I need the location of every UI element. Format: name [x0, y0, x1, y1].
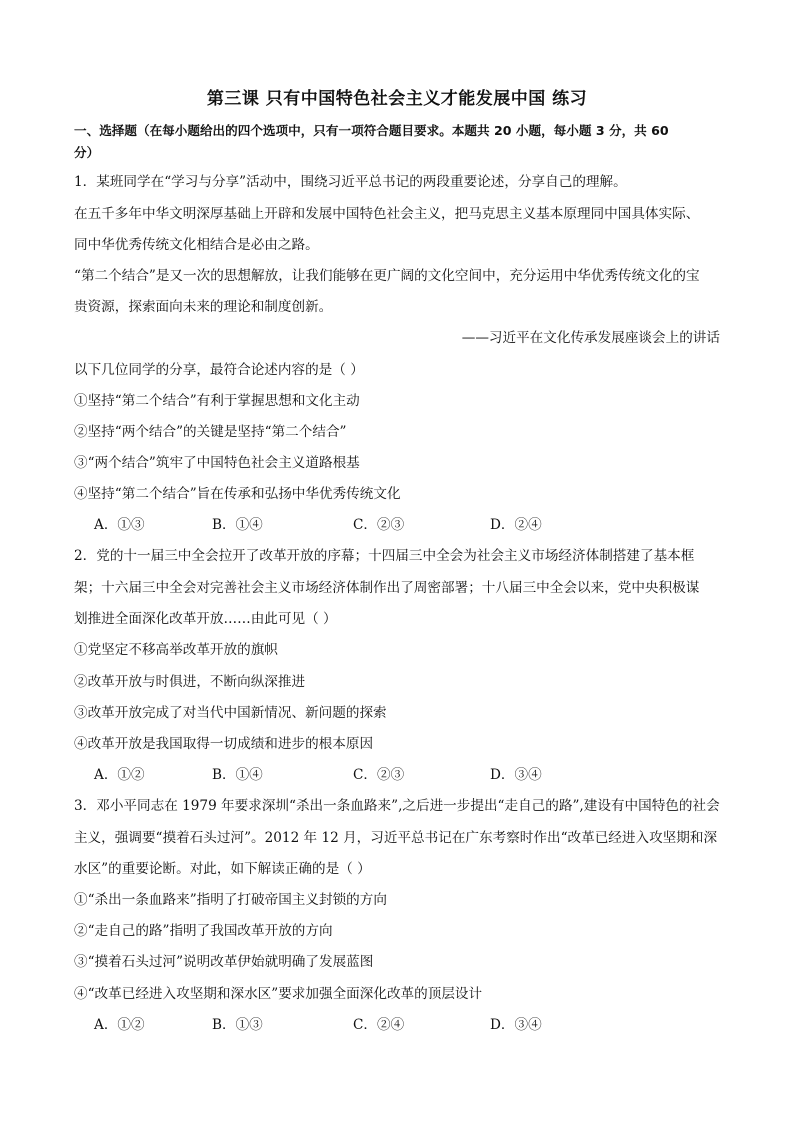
q3-item-1: ①“杀出一条血路来”指明了打破帝国主义封锁的方向	[74, 892, 387, 908]
q1-item-1: ①坚持“第二个结合”有利于掌握思想和文化主动	[74, 393, 360, 409]
q2-stem-line2: 架；十六届三中全会对完善社会主义市场经济体制作出了周密部署；十八届三中全会以来，党中央积极谋	[74, 580, 700, 596]
q1-option-a[interactable]: A．①③	[94, 517, 145, 533]
section-instruction: 一、选择题（在每小题给出的四个选项中，只有一项符合题目要求。本题共 20 小题，每小题 3 分，共 60	[74, 123, 669, 138]
q1-option-d[interactable]: D．②④	[490, 517, 542, 533]
q1-option-b[interactable]: B．①④	[212, 517, 263, 533]
q1-item-2: ②坚持“两个结合”的关键是坚持“第二个结合”	[74, 424, 347, 440]
q3-item-2: ②“走自己的路”指明了我国改革开放的方向	[74, 923, 333, 939]
q2-item-3: ③改革开放完成了对当代中国新情况、新问题的探索	[74, 705, 387, 721]
q1-stem: 1．某班同学在“学习与分享”活动中，围绕习近平总书记的两段重要论述，分享自己的理解。	[74, 174, 627, 190]
q3-option-b[interactable]: B．①③	[212, 1017, 263, 1033]
q1-source: ——习近平在文化传承发展座谈会上的讲话	[461, 330, 720, 346]
q1-quote2-line2: 贵资源，探索面向未来的理论和制度创新。	[74, 299, 333, 315]
q3-stem-line2: 主义，强调要“摸着石头过河”。2012 年 12 月，习近平总书记在广东考察时作出“改革已经进入攻坚期和深	[74, 830, 718, 846]
q3-stem-line1: 3．邓小平同志在 1979 年要求深圳“杀出一条血路来”,之后进一步提出“走自己的路”,建设有中国特色的社会	[74, 798, 720, 814]
q3-stem-line3: 水区”的重要论断。对此，如下解读正确的是（ ）	[74, 861, 371, 877]
q3-item-4: ④“改革已经进入攻坚期和深水区”要求加强全面深化改革的顶层设计	[74, 986, 483, 1002]
q2-option-b[interactable]: B．①④	[212, 767, 263, 783]
q2-stem-line1: 2．党的十一届三中全会拉开了改革开放的序幕；十四届三中全会为社会主义市场经济体制搭建了基本框	[74, 548, 695, 564]
q1-option-c[interactable]: C．②③	[353, 517, 405, 533]
q2-option-d[interactable]: D．③④	[490, 767, 542, 783]
q1-item-3: ③“两个结合”筑牢了中国特色社会主义道路根基	[74, 455, 360, 471]
q2-option-c[interactable]: C．②③	[353, 767, 405, 783]
q3-option-c[interactable]: C．②④	[353, 1017, 405, 1033]
q3-option-a[interactable]: A．①②	[94, 1017, 145, 1033]
page-title: 第三课 只有中国特色社会主义才能发展中国 练习	[206, 89, 588, 109]
q1-ask: 以下几位同学的分享，最符合论述内容的是（ ）	[74, 362, 364, 378]
q1-quote2-line1: “第二个结合”是又一次的思想解放，让我们能够在更广阔的文化空间中，充分运用中华优秀传统文化的宝	[74, 268, 700, 284]
q3-item-3: ③“摸着石头过河”说明改革伊始就明确了发展蓝图	[74, 954, 374, 970]
q2-option-a[interactable]: A．①②	[94, 767, 145, 783]
section-instruction-cont: 分）	[74, 145, 100, 160]
q1-item-4: ④坚持“第二个结合”旨在传承和弘扬中华优秀传统文化	[74, 486, 401, 502]
q2-stem-line3: 划推进全面深化改革开放……由此可见（ ）	[74, 611, 337, 627]
q1-quote1-line2: 同中华优秀传统文化相结合是必由之路。	[74, 237, 319, 253]
q2-item-2: ②改革开放与时俱进，不断向纵深推进	[74, 674, 306, 690]
q3-option-d[interactable]: D．③④	[490, 1017, 542, 1033]
q2-item-1: ①党坚定不移高举改革开放的旗帜	[74, 642, 278, 658]
q2-item-4: ④改革开放是我国取得一切成绩和进步的根本原因	[74, 736, 374, 752]
q1-quote1-line1: 在五千多年中华文明深厚基础上开辟和发展中国特色社会主义，把马克思主义基本原理同中国具体实际、	[74, 206, 700, 222]
